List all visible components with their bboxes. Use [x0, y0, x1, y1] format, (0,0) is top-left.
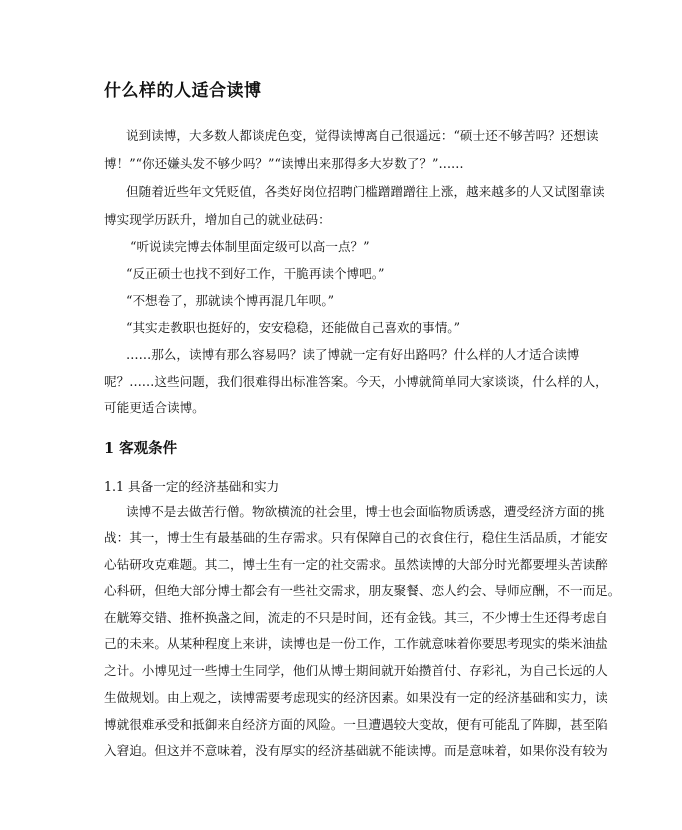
body-line: 入窘迫。但这并不意味着，没有厚实的经济基础就不能读博。而是意味着，如果你没有较为: [104, 743, 608, 758]
section-heading: 1 客观条件: [104, 440, 178, 457]
subsection-heading: 1.1 具备一定的经济基础和实力: [104, 479, 280, 494]
intro-line: 说到读博，大多数人都谈虎色变，觉得读博离自己很遥远：“硕士还不够苦吗？还想读: [126, 128, 599, 143]
quote-line: “反正硕士也找不到好工作，干脆再读个博吧。”: [126, 266, 385, 281]
closing-line: ……那么，读博有那么容易吗？读了博就一定有好出路吗？什么样的人才适合读博: [126, 347, 580, 362]
body-line: 战：其一，博士生有最基础的生存需求。只有保障自己的衣食住行，稳住生活品质，才能安: [104, 530, 608, 545]
body-line: 在觥筹交错、推杯换盏之间，流走的不只是时间，还有金钱。其三，不少博士生还得考虑自: [104, 610, 608, 625]
body-line: 生做规划。由上观之，读博需要考虑现实的经济因素。如果没有一定的经济基础和实力，读: [104, 690, 608, 705]
body-line: 己的未来。从某种程度上来讲，读博也是一份工作，工作就意味着你要思考现实的柴米油盐: [104, 636, 608, 651]
quote-line: “其实走教职也挺好的，安安稳稳，还能做自己喜欢的事情。”: [126, 320, 461, 335]
closing-line: 呢？……这些问题，我们很难得出标准答案。今天，小博就简单同大家谈谈，什么样的人，: [104, 374, 608, 389]
quote-line: “听说读完博去体制里面定级可以高一点？”: [130, 239, 370, 254]
intro-line: 博实现学历跃升，增加自己的就业砝码：: [104, 212, 331, 227]
body-line: 博就很难承受和抵御来自经济方面的风险。一旦遭遇较大变故，便有可能乱了阵脚，甚至陷: [104, 717, 608, 732]
closing-line: 可能更适合读博。: [104, 400, 205, 415]
body-line: 心科研，但绝大部分博士都会有一些社交需求，朋友聚餐、恋人约会、导师应酬，不一而足。: [104, 583, 621, 598]
document-title: 什么样的人适合读博: [104, 81, 262, 101]
quote-line: “不想卷了，那就读个博再混几年呗。”: [126, 293, 335, 308]
body-line: 之计。小博见过一些博士生同学，他们从博士期间就开始攒首付、存彩礼，为自己长远的人: [104, 663, 608, 678]
intro-line: 博！”“你还嫌头发不够少吗？”“读博出来那得多大岁数了？”……: [104, 156, 464, 171]
intro-line: 但随着近些年文凭贬值，各类好岗位招聘门槛蹭蹭蹭往上涨，越来越多的人又试图靠读: [126, 184, 605, 199]
body-line: 心钻研攻克难题。其二，博士生有一定的社交需求。虽然读博的大部分时光都要埋头苦读醉: [104, 557, 608, 572]
body-line: 读博不是去做苦行僧。物欲横流的社会里，博士也会面临物质诱惑，遭受经济方面的挑: [126, 504, 605, 519]
